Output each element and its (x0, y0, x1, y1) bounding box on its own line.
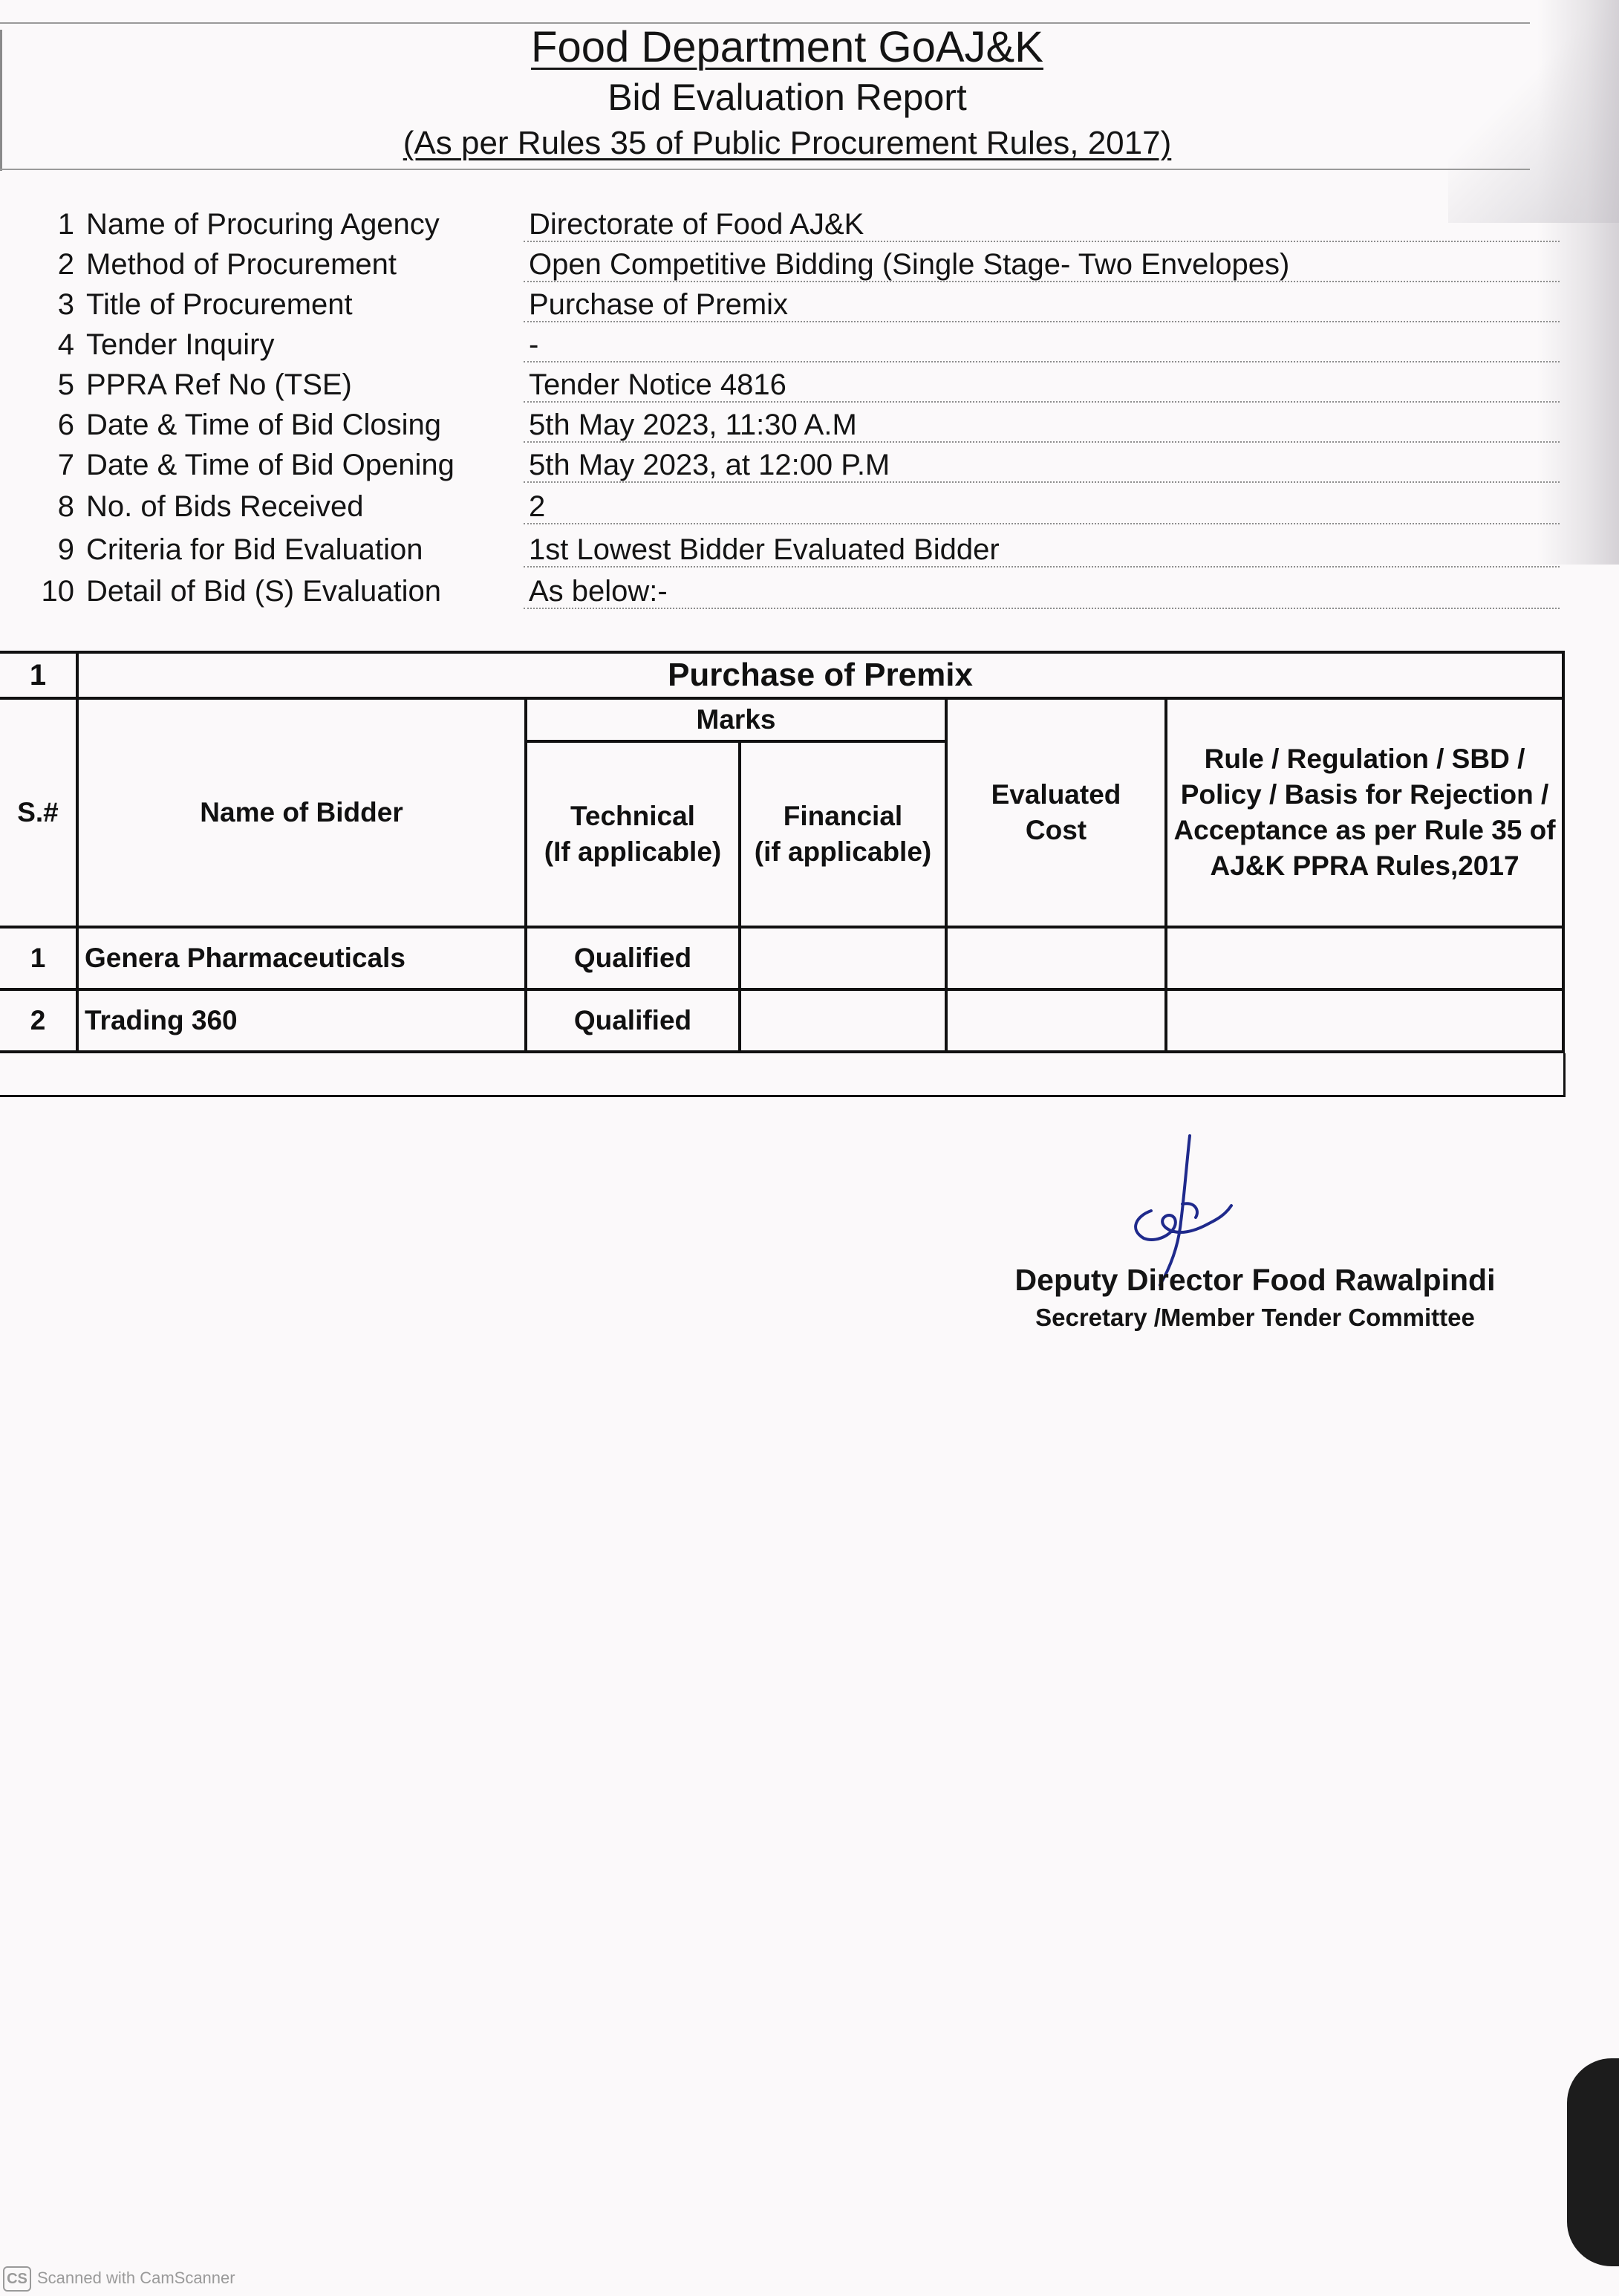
rule-basis-header-line: AJ&K PPRA Rules,2017 (1210, 851, 1519, 882)
bidder-name: Trading 360 (77, 989, 526, 1052)
info-number: 8 (57, 490, 74, 523)
row-sno: 2 (0, 989, 77, 1052)
info-row (0, 322, 1567, 362)
info-label: Method of Procurement (86, 248, 397, 281)
technical-marks: Qualified (526, 989, 740, 1052)
info-value: 1st Lowest Bidder Evaluated Bidder (529, 533, 1000, 566)
signatory-subtitle: Secretary /Member Tender Committee (1035, 1304, 1475, 1331)
info-number: 4 (57, 328, 74, 361)
info-value: Purchase of Premix (529, 288, 789, 321)
row-sno: 1 (0, 927, 77, 989)
bid-evaluation-table (0, 651, 1565, 1053)
rule-basis-header (1166, 698, 1563, 927)
technical-header-line: Technical (570, 800, 695, 831)
bidder-name: Genera Pharmaceuticals (77, 927, 526, 989)
info-underline (524, 608, 1560, 609)
info-underline (524, 523, 1560, 524)
info-value: Tender Notice 4816 (529, 368, 786, 401)
info-value: 5th May 2023, 11:30 A.M (529, 409, 857, 441)
rule-basis-header-line: Policy / Basis for Rejection / (1180, 778, 1549, 810)
report-subtitle: Bid Evaluation Report (607, 77, 967, 118)
scanner-watermark-text: Scanned with CamScanner (37, 2269, 235, 2287)
info-label: Detail of Bid (S) Evaluation (86, 575, 442, 608)
rule-basis-header-line: Acceptance as per Rule 35 of (1173, 815, 1556, 845)
rules-note: (As per Rules 35 of Public Procurement Rules, 2017) (403, 125, 1172, 161)
info-row (0, 202, 1567, 242)
camscanner-logo-icon: CS (3, 2266, 31, 2292)
info-label: Date & Time of Bid Closing (86, 409, 441, 441)
info-row (0, 403, 1567, 443)
info-underline (524, 566, 1560, 568)
rule-basis (1166, 927, 1563, 989)
info-row (0, 242, 1567, 282)
rule-basis-header-line: Rule / Regulation / SBD / (1204, 743, 1525, 774)
info-value: - (529, 328, 539, 361)
info-row (0, 527, 1567, 568)
bidder-name-header: Name of Bidder (77, 698, 526, 927)
info-number: 5 (57, 368, 74, 401)
lot-title: Purchase of Premix (77, 652, 1563, 698)
info-label: No. of Bids Received (86, 490, 364, 523)
rule-basis (1166, 989, 1563, 1052)
info-label: Tender Inquiry (86, 328, 275, 361)
info-number: 1 (57, 208, 74, 241)
info-underline (524, 481, 1560, 483)
info-number: 2 (57, 248, 74, 281)
info-number: 10 (41, 575, 74, 608)
info-row (0, 484, 1567, 524)
info-number: 6 (57, 409, 74, 441)
table-bottom-border (0, 1053, 1566, 1097)
sno-header: S.# (0, 698, 77, 927)
marks-header: Marks (526, 698, 946, 741)
info-label: PPRA Ref No (TSE) (86, 368, 352, 401)
info-label: Criteria for Bid Evaluation (86, 533, 423, 566)
lot-number: 1 (0, 652, 77, 698)
financial-header-line: Financial (783, 800, 903, 831)
info-label: Name of Procuring Agency (86, 208, 440, 241)
financial-header-line: (if applicable) (754, 836, 932, 867)
info-number: 7 (57, 449, 74, 481)
lot-header-row (0, 652, 1563, 698)
signatory-title: Deputy Director Food Rawalpindi (1014, 1263, 1496, 1297)
info-number: 3 (57, 288, 74, 321)
financial-marks (740, 927, 946, 989)
info-value: 5th May 2023, at 12:00 P.M (529, 449, 890, 481)
info-row (0, 362, 1567, 403)
evaluated-cost-header-line: Evaluated (991, 778, 1121, 810)
info-value: 2 (529, 490, 546, 523)
scan-dark-corner (1567, 2058, 1619, 2266)
table-row (0, 927, 1563, 989)
info-row (0, 443, 1567, 483)
info-number: 9 (57, 533, 74, 566)
document-title: Food Department GoAJ&K (531, 23, 1043, 71)
technical-marks-header (526, 741, 740, 927)
evaluated-cost-header-line: Cost (1025, 815, 1087, 845)
table-row (0, 989, 1563, 1052)
financial-marks (740, 989, 946, 1052)
evaluated-cost-header (946, 698, 1166, 927)
info-value: Directorate of Food AJ&K (529, 208, 864, 241)
column-header-row (0, 698, 1563, 741)
technical-marks: Qualified (526, 927, 740, 989)
info-value: As below:- (529, 575, 668, 608)
info-label: Title of Procurement (86, 288, 353, 321)
info-row (0, 282, 1567, 322)
technical-header-line: (If applicable) (544, 836, 722, 867)
info-value: Open Competitive Bidding (Single Stage- Two Envelopes) (529, 248, 1290, 281)
evaluated-cost (946, 927, 1166, 989)
info-row (0, 569, 1567, 609)
info-label: Date & Time of Bid Opening (86, 449, 455, 481)
financial-marks-header (740, 741, 946, 927)
evaluated-cost (946, 989, 1166, 1052)
